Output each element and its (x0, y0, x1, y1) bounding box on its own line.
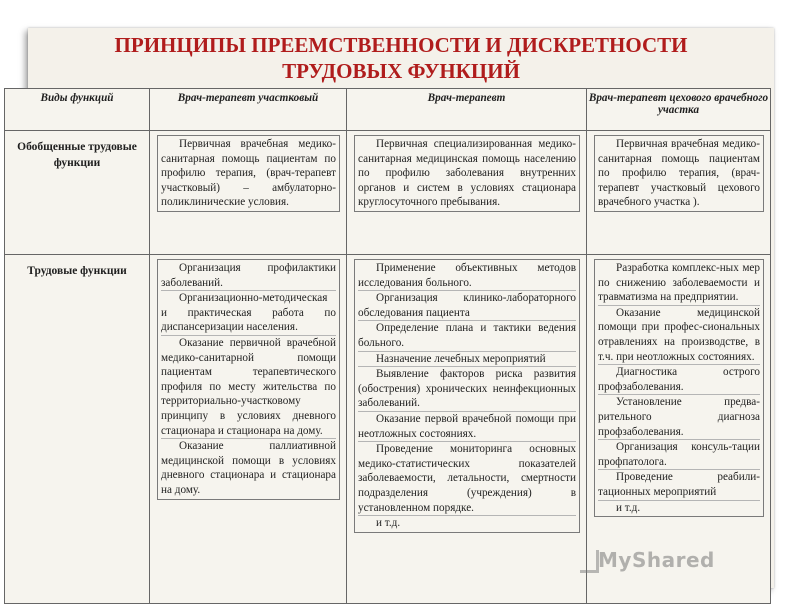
table-header-row (5, 89, 771, 131)
cell-paragraph: Организационно-методическая и практическая работа по диспансеризации населения. (161, 291, 336, 336)
cell-paragraph: Оказание паллиативной медицинской помощи в условиях дневного стационара и стационара на дому. (161, 440, 336, 496)
cell-paragraph: Первичная специализированная медико-санитарная медицинская помощь населению по профилю заболевания внутренних органов и систем в условиях стационара круглосуточного пребывания. (358, 138, 576, 209)
cell-paragraph: Назначение лечебных мероприятий (358, 352, 576, 368)
table-cell (347, 131, 587, 255)
table-cell (587, 131, 771, 255)
cell-paragraph: Организация консуль-тации профпатолога. (598, 440, 760, 470)
cell-paragraph: и т.д. (616, 501, 641, 514)
table-row-general-functions (5, 131, 771, 255)
watermark: MyShared (598, 548, 715, 572)
title-line-1: ПРИНЦИПЫ ПРЕЕМСТВЕННОСТИ И ДИСКРЕТНОСТИ (114, 33, 688, 57)
title-line-2: ТРУДОВЫХ ФУНКЦИЙ (282, 59, 520, 83)
cell-paragraph: и т.д. (376, 517, 401, 530)
cell-paragraph: Оказание медицинской помощи при профес-сиональных отравлениях на производстве, в т.ч. при неотложных состояниях. (598, 306, 760, 365)
row-label: Трудовые функции (5, 255, 150, 604)
cell-paragraph: Проведение мониторинга основных медико-статистических показателей заболеваемости, летальности, смертности подразделения (учреждения) в установленном порядке. (358, 442, 576, 516)
header-shop-therapist: Врач-терапевт цехового врачебного участка (587, 89, 771, 131)
cell-paragraph: Применение объективных методов исследования больного. (358, 261, 576, 291)
watermark-logo-icon (580, 550, 599, 573)
row-label: Обобщенные трудовые функции (5, 131, 150, 255)
cell-paragraph: Выявление факторов риска развития (обострения) хронических неинфекционных заболеваний. (358, 367, 576, 412)
table-cell (150, 131, 347, 255)
header-function-types: Виды функций (5, 89, 150, 131)
table-cell (347, 255, 587, 604)
cell-paragraph: Оказание первой врачебной помощи при неотложных состояниях. (358, 412, 576, 442)
slide-title (28, 32, 774, 84)
cell-paragraph: Разработка комплекс-ных мер по снижению заболеваемости и травматизма на предприятии. (598, 261, 760, 306)
header-therapist: Врач-терапевт (347, 89, 587, 131)
functions-table (4, 88, 771, 604)
table-cell (150, 255, 347, 604)
cell-paragraph: Организация клинико-лабораторного обследования пациента (358, 291, 576, 321)
cell-paragraph: Оказание первичной врачебной медико-санитарной помощи пациентам терапевтического профиля по месту жительства по территориально-участковому принципу в условиях дневного стационара и стационара на дому. (161, 336, 336, 439)
cell-paragraph: Определение плана и тактики ведения больного. (358, 321, 576, 351)
header-district-therapist: Врач-терапевт участковый (150, 89, 347, 131)
cell-paragraph: Первичная врачебная медико-санитарная помощь пациентам по профилю терапия, (врач-терапевт участковый цехового врачебного участка ). (598, 138, 760, 209)
cell-paragraph: Установление предва-рительного диагноза профзаболевания. (598, 395, 760, 440)
cell-paragraph: Организация профилактики заболеваний. (161, 261, 336, 291)
cell-paragraph: Проведение реабили-тационных мероприятий (598, 470, 760, 500)
cell-paragraph: Диагностика острого профзаболевания. (598, 365, 760, 395)
cell-paragraph: Первичная врачебная медико-санитарная помощь пациентам по профилю терапия, (врач-терапевт участковый) – амбулаторно-поликлинические условия. (161, 138, 336, 209)
